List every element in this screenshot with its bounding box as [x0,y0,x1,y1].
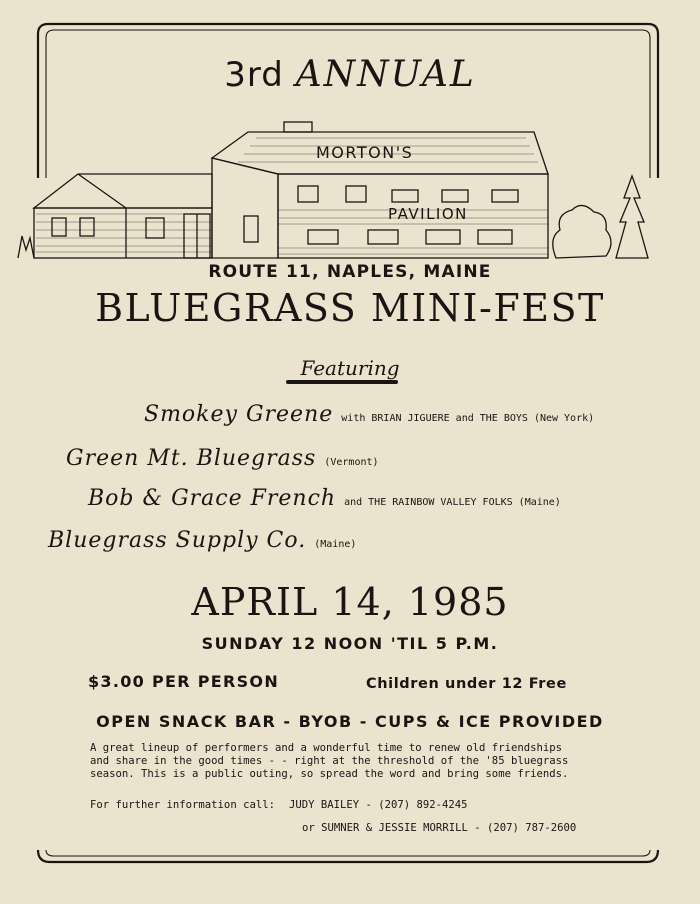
event-time: SUNDAY 12 NOON 'TIL 5 P.M. [201,634,499,653]
description [90,742,650,781]
contact-morrill: or SUMNER & JESSIE MORRILL - (207) 787-2600 [302,822,577,834]
act-details: with BRIAN JIGUERE and THE BOYS (New York) [341,413,595,424]
event-title: BLUEGRASS MINI-FEST [95,286,605,330]
edition-word: ANNUAL [295,54,476,95]
act-4 [48,528,356,553]
info-label: For further information call: [90,799,275,811]
amenities-line: OPEN SNACK BAR - BYOB - CUPS & ICE PROVIDED [96,712,604,731]
location-line: ROUTE 11, NAPLES, MAINE [208,262,492,282]
description-line: and share in the good times - - right at the threshold of the '85 bluegrass [90,755,569,767]
event-date: APRIL 14, 1985 [191,580,509,624]
contact-line-1 [90,799,468,811]
act-details: and THE RAINBOW VALLEY FOLKS (Maine) [344,497,561,508]
act-name: Bluegrass Supply Co. [48,528,307,553]
act-details: (Maine) [314,539,357,550]
act-3 [88,486,561,511]
building-sign-pavilion: PAVILION [388,205,468,223]
edition-prefix: 3rd [224,55,284,95]
contact-judy-bailey: JUDY BAILEY - (207) 892-4245 [288,799,468,811]
featuring-underline [286,380,398,384]
building-sign-mortons: MORTON'S [316,143,414,162]
act-1 [144,402,594,427]
act-2 [66,446,379,471]
featuring-label: Featuring [300,356,400,380]
children-note: Children under 12 Free [366,676,567,692]
description-line: A great lineup of performers and a wonderful time to renew old friendships [90,742,562,754]
pavilion-illustration [16,118,656,262]
edition-heading [0,54,700,95]
act-name: Green Mt. Bluegrass [66,446,317,471]
act-details: (Vermont) [324,457,379,468]
act-name: Smokey Greene [144,402,334,427]
admission-price: $3.00 PER PERSON [88,672,280,691]
description-line: season. This is a public outing, so spread the word and bring some friends. [90,768,569,780]
act-name: Bob & Grace French [88,486,337,511]
